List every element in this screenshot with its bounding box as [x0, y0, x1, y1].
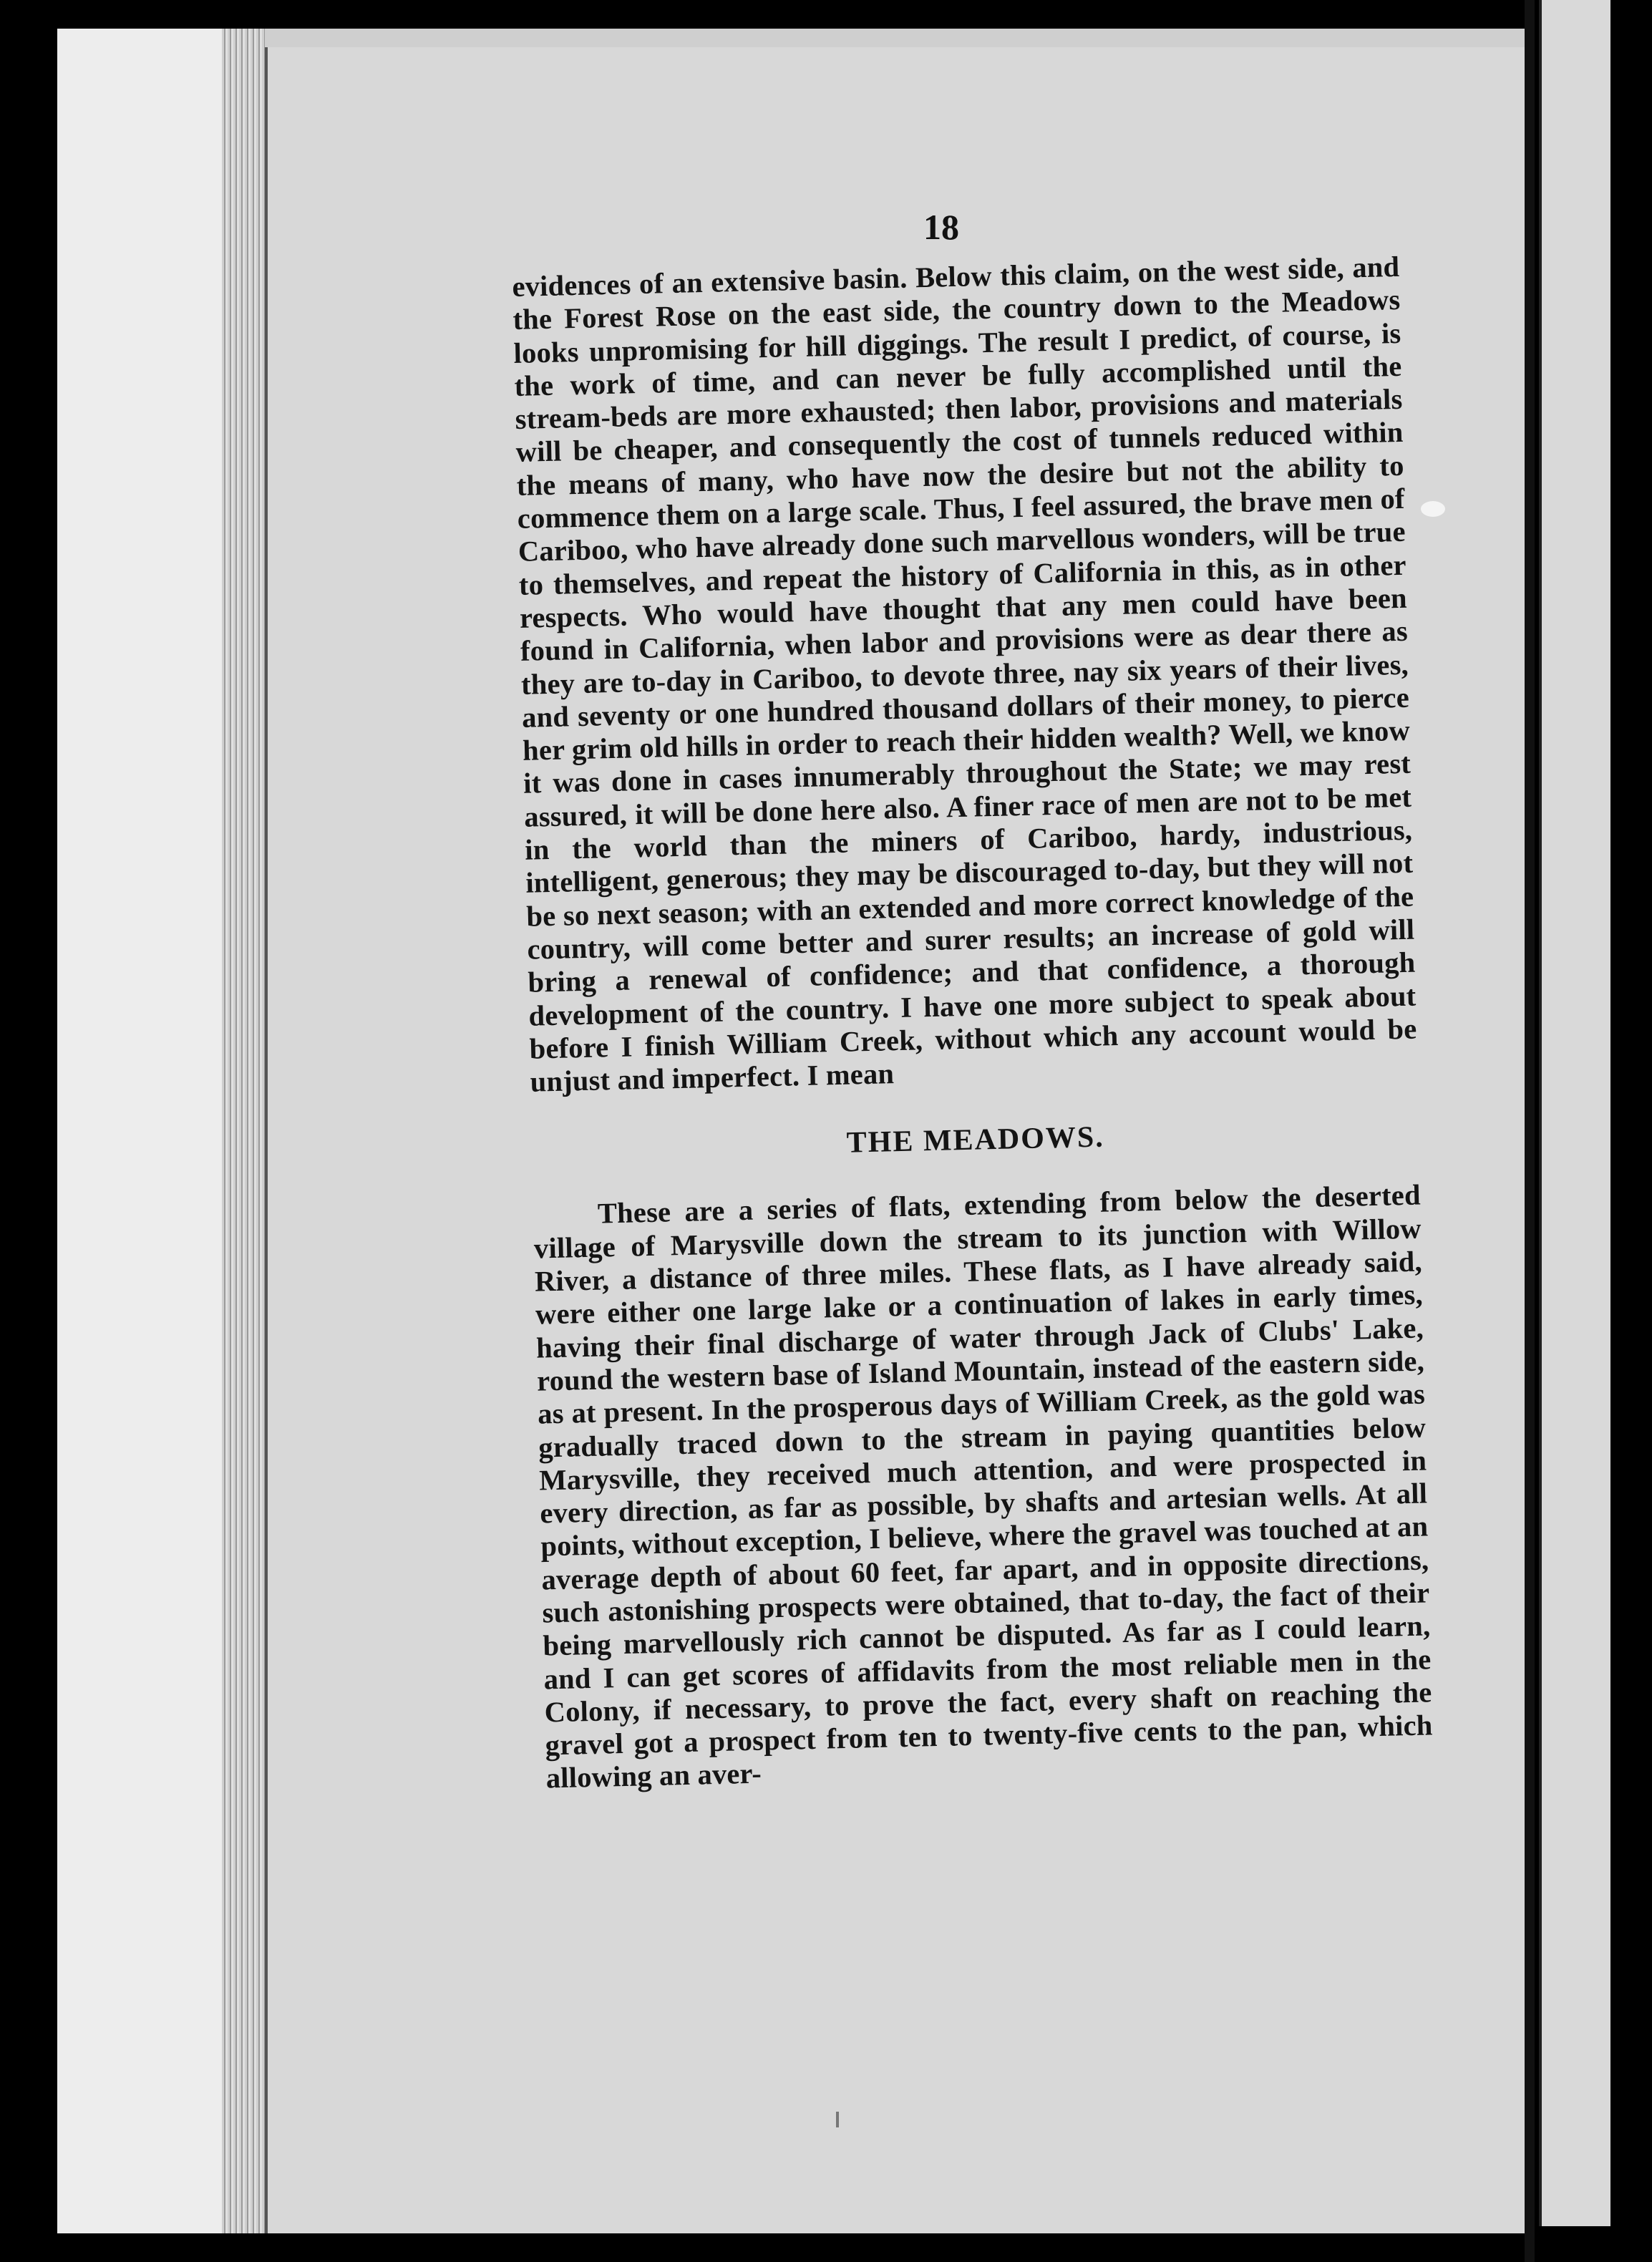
page-gutter: [1525, 0, 1535, 2262]
page-body-text: [512, 251, 1434, 1795]
facing-page-edge: [1539, 0, 1613, 2226]
scan-mark: [836, 2112, 839, 2127]
page-top-band: [265, 29, 1532, 47]
page-number: 18: [923, 207, 959, 247]
scan-border-right: [1610, 0, 1652, 2262]
paragraph-continued: evidences of an extensive basin. Below this claim, on the west side, and the Forest Rose on the east side, the country down to the Meadows looks unpromising for hill diggings. The result I predict, of course, is the work of time, and can never be fully accomplished until the stream-beds are more exhausted; then labor, provisions and materials will be cheaper, and consequently the cost of tunnels reduced within the means of many, who have now the desire but not the ability to commence them on a large scale. Thus, I feel assured, the brave men of Cariboo, who have already done such marvellous wonders, will be true to themselves, and repeat the history of California in this, as in other respects. Who would have thought that any men could have been found in California, when labor and provisions were as dear there as they are to-day in Cariboo, to devote three, nay six years of their lives, and seventy or one hundred thousand dollars of their money, to pierce her grim old hills in order to reach their hidden wealth? Well, we know it was done in cases innumerably throughout the State; we may rest assured, it will be done here also. A finer race of men are not to be met in the world than the miners of Cariboo, hardy, industrious, intelligent, generous; they may be discouraged to-day, but they will not be so next season; with an extended and more correct knowledge of the country, will come better and surer results; an increase of gold will bring a renewal of confidence; and that confidence, a thorough development of the country. I have one more subject to speak about before I finish William Creek, without which any account would be unjust and imperfect. I mean: [512, 250, 1417, 1098]
scan-blemish: [1421, 501, 1445, 517]
page-block-edges: [222, 29, 265, 2233]
paragraph-meadows: These are a series of flats, extending from below the deserted village of Marysville down the stream to its junction with Willow River, a distance of three miles. These flats, as I have already said, were either one large lake or a continuation of lakes in early times, having their final discharge of water through Jack of Clubs' Lake, round the western base of Island Mountain, instead of the eastern side, as at present. In the prosperous days of William Creek, as the gold was gradually traced down to the stream in paying quantities below Marysville, they received much attention, and were prospected in every direction, as far as possible, by shafts and artesian wells. At all points, without exception, I believe, where the gravel was touched at an average depth of about 60 feet, far apart, and in opposite directions, such astonishing prospects were obtained, that to-day, the fact of their being marvellously rich cannot be disputed. As far as I could learn, and I can get scores of affidavits from the most reliable men in the Colony, if necessary, to prove the fact, every shaft on reaching the gravel got a prospect from ten to twenty-five cents to the pan, which allowing an aver-: [533, 1178, 1433, 1795]
left-margin: [57, 29, 243, 2233]
section-heading: THE MEADOWS.: [846, 1120, 1105, 1160]
